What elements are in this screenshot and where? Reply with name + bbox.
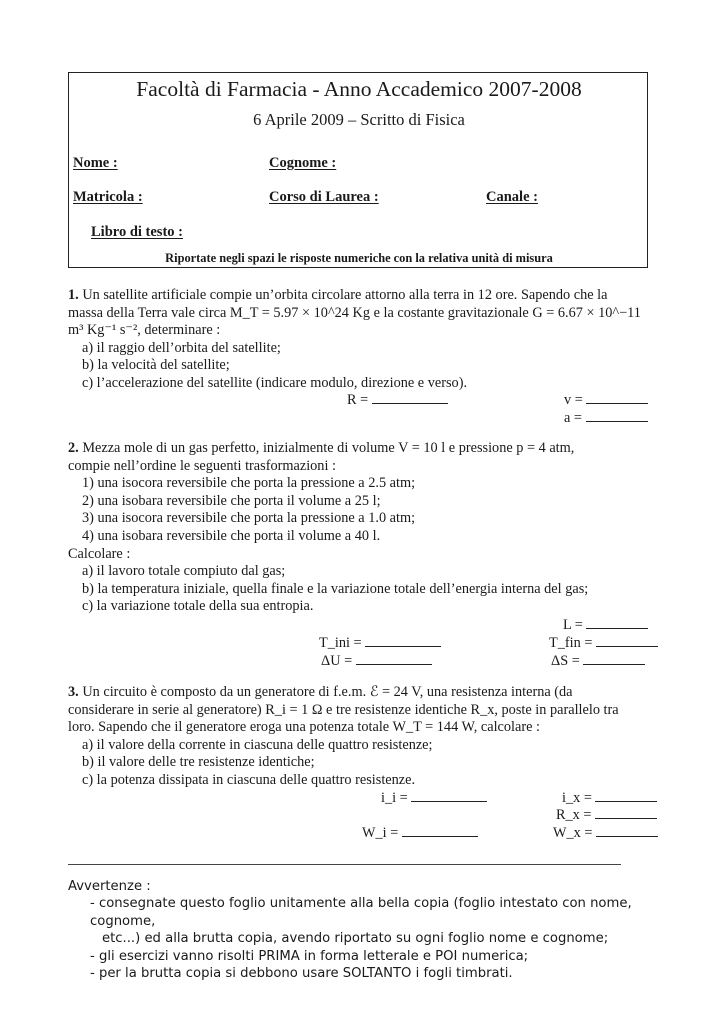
- answer-a: a =: [564, 409, 648, 427]
- exercise-step: 3) una isocora reversibile che porta la pressione a 1.0 atm;: [82, 510, 416, 527]
- exercise-3: [68, 684, 658, 790]
- exercise-item: b) la velocità del satellite;: [82, 357, 230, 374]
- answer-Rx: R_x =: [556, 806, 657, 824]
- answer-blank[interactable]: [595, 806, 657, 819]
- answer-Tini: T_ini =: [319, 634, 441, 652]
- answer-v: v =: [564, 391, 648, 409]
- answer-blank[interactable]: [586, 616, 648, 629]
- warnings-title: Avvertenze :: [68, 879, 151, 894]
- exercise-text-line: Mezza mole di un gas perfetto, inizialmente di volume V = 10 l e pressione p = 4 atm,: [82, 440, 575, 456]
- answer-dU: ΔU =: [321, 652, 432, 670]
- exercise-text-line: loro. Sapendo che il generatore eroga una potenza totale W_T = 144 W, calcolare :: [68, 719, 541, 736]
- answer-Wx: W_x =: [553, 824, 658, 842]
- exercise-text-line: Un circuito è composto da un generatore di f.e.m. ℰ = 24 V, una resistenza interna (da: [82, 684, 573, 700]
- exercise-text-line: Un satellite artificiale compie un’orbita circolare attorno alla terra in 12 ore. Sapendo che la: [82, 287, 608, 303]
- exercise-item: c) la potenza dissipata in ciascuna delle quattro resistenze.: [82, 771, 416, 788]
- exercise-item: a) il lavoro totale compiuto dal gas;: [82, 563, 286, 580]
- exercise-text-line: m³ Kg⁻¹ s⁻², determinare :: [68, 322, 221, 339]
- instructions: Riportate negli spazi le risposte numeriche con la relativa unità di misura: [165, 251, 553, 265]
- field-cognome: Cognome :: [269, 155, 337, 171]
- exercise-1: [68, 287, 658, 393]
- answer-blank[interactable]: [596, 824, 658, 837]
- answer-blank[interactable]: [586, 409, 648, 422]
- answer-blank[interactable]: [356, 652, 432, 665]
- exercise-text-line: considerare in serie al generatore) R_i = 1 Ω e tre resistenze identiche R_x, poste in parallelo tra: [68, 701, 619, 718]
- exercise-item: c) la variazione totale della sua entropia.: [82, 598, 314, 615]
- exercise-number: 1.: [68, 287, 79, 303]
- exercise-number: 2.: [68, 440, 79, 456]
- warning-item: - consegnate questo foglio unitamente alla bella copia (foglio intestato con nome, cognome,: [90, 896, 632, 929]
- exercise-number: 3.: [68, 684, 79, 700]
- page-subtitle: 6 Aprile 2009 – Scritto di Fisica: [253, 110, 465, 129]
- answer-blank[interactable]: [411, 789, 487, 802]
- exercise-item: a) il valore della corrente in ciascuna delle quattro resistenze;: [82, 736, 433, 753]
- field-libro: Libro di testo :: [91, 224, 183, 240]
- exercise-calc-label: Calcolare :: [68, 545, 131, 562]
- warning-item: - gli esercizi vanno risolti PRIMA in forma letterale e POI numerica;: [90, 948, 529, 964]
- exercise-step: 1) una isocora reversibile che porta la pressione a 2.5 atm;: [82, 475, 416, 492]
- answer-blank[interactable]: [596, 634, 658, 647]
- answer-ix: i_x =: [562, 789, 657, 807]
- exercise-item: b) il valore delle tre resistenze identiche;: [82, 754, 315, 771]
- warning-item: etc...) ed alla brutta copia, avendo riportato su ogni foglio nome e cognome;: [102, 931, 609, 947]
- exercise-item: a) il raggio dell’orbita del satellite;: [82, 339, 281, 356]
- warnings: [68, 878, 668, 982]
- answer-blank[interactable]: [365, 634, 441, 647]
- answer-L: L =: [563, 616, 648, 634]
- answer-ii: i_i =: [381, 789, 487, 807]
- answer-blank[interactable]: [595, 789, 657, 802]
- exercise-step: 4) una isobara reversibile che porta il volume a 40 l.: [82, 527, 381, 544]
- answer-blank[interactable]: [586, 391, 648, 404]
- exercise-item: c) l’accelerazione del satellite (indicare modulo, direzione e verso).: [82, 374, 468, 391]
- exercise-step: 2) una isobara reversibile che porta il volume a 25 l;: [82, 492, 381, 509]
- answer-R: R =: [347, 391, 448, 409]
- answer-Tfin: T_fin =: [549, 634, 658, 652]
- field-nome: Nome :: [73, 155, 118, 171]
- answer-Wi: W_i =: [362, 824, 478, 842]
- answer-blank[interactable]: [372, 391, 448, 404]
- answer-dS: ΔS =: [551, 652, 645, 670]
- exercise-text-line: compie nell’ordine le seguenti trasformazioni :: [68, 457, 336, 474]
- field-corso: Corso di Laurea :: [269, 189, 379, 205]
- field-matricola: Matricola :: [73, 189, 143, 205]
- exercise-2: [68, 440, 658, 616]
- answer-blank[interactable]: [402, 824, 478, 837]
- exercise-text-line: massa della Terra vale circa M_T = 5.97 × 10^24 Kg e la costante gravitazionale G = 6.67 × 10^−11: [68, 304, 641, 321]
- answer-blank[interactable]: [583, 652, 645, 665]
- warning-item: - per la brutta copia si debbono usare SOLTANTO i fogli timbrati.: [90, 966, 513, 982]
- header-box: [68, 72, 648, 268]
- page-title: Facoltà di Farmacia - Anno Accademico 2007-2008: [136, 77, 582, 101]
- exercise-item: b) la temperatura iniziale, quella finale e la variazione totale dell’energia interna del gas;: [82, 580, 589, 597]
- divider: [68, 864, 621, 865]
- field-canale: Canale :: [486, 189, 538, 205]
